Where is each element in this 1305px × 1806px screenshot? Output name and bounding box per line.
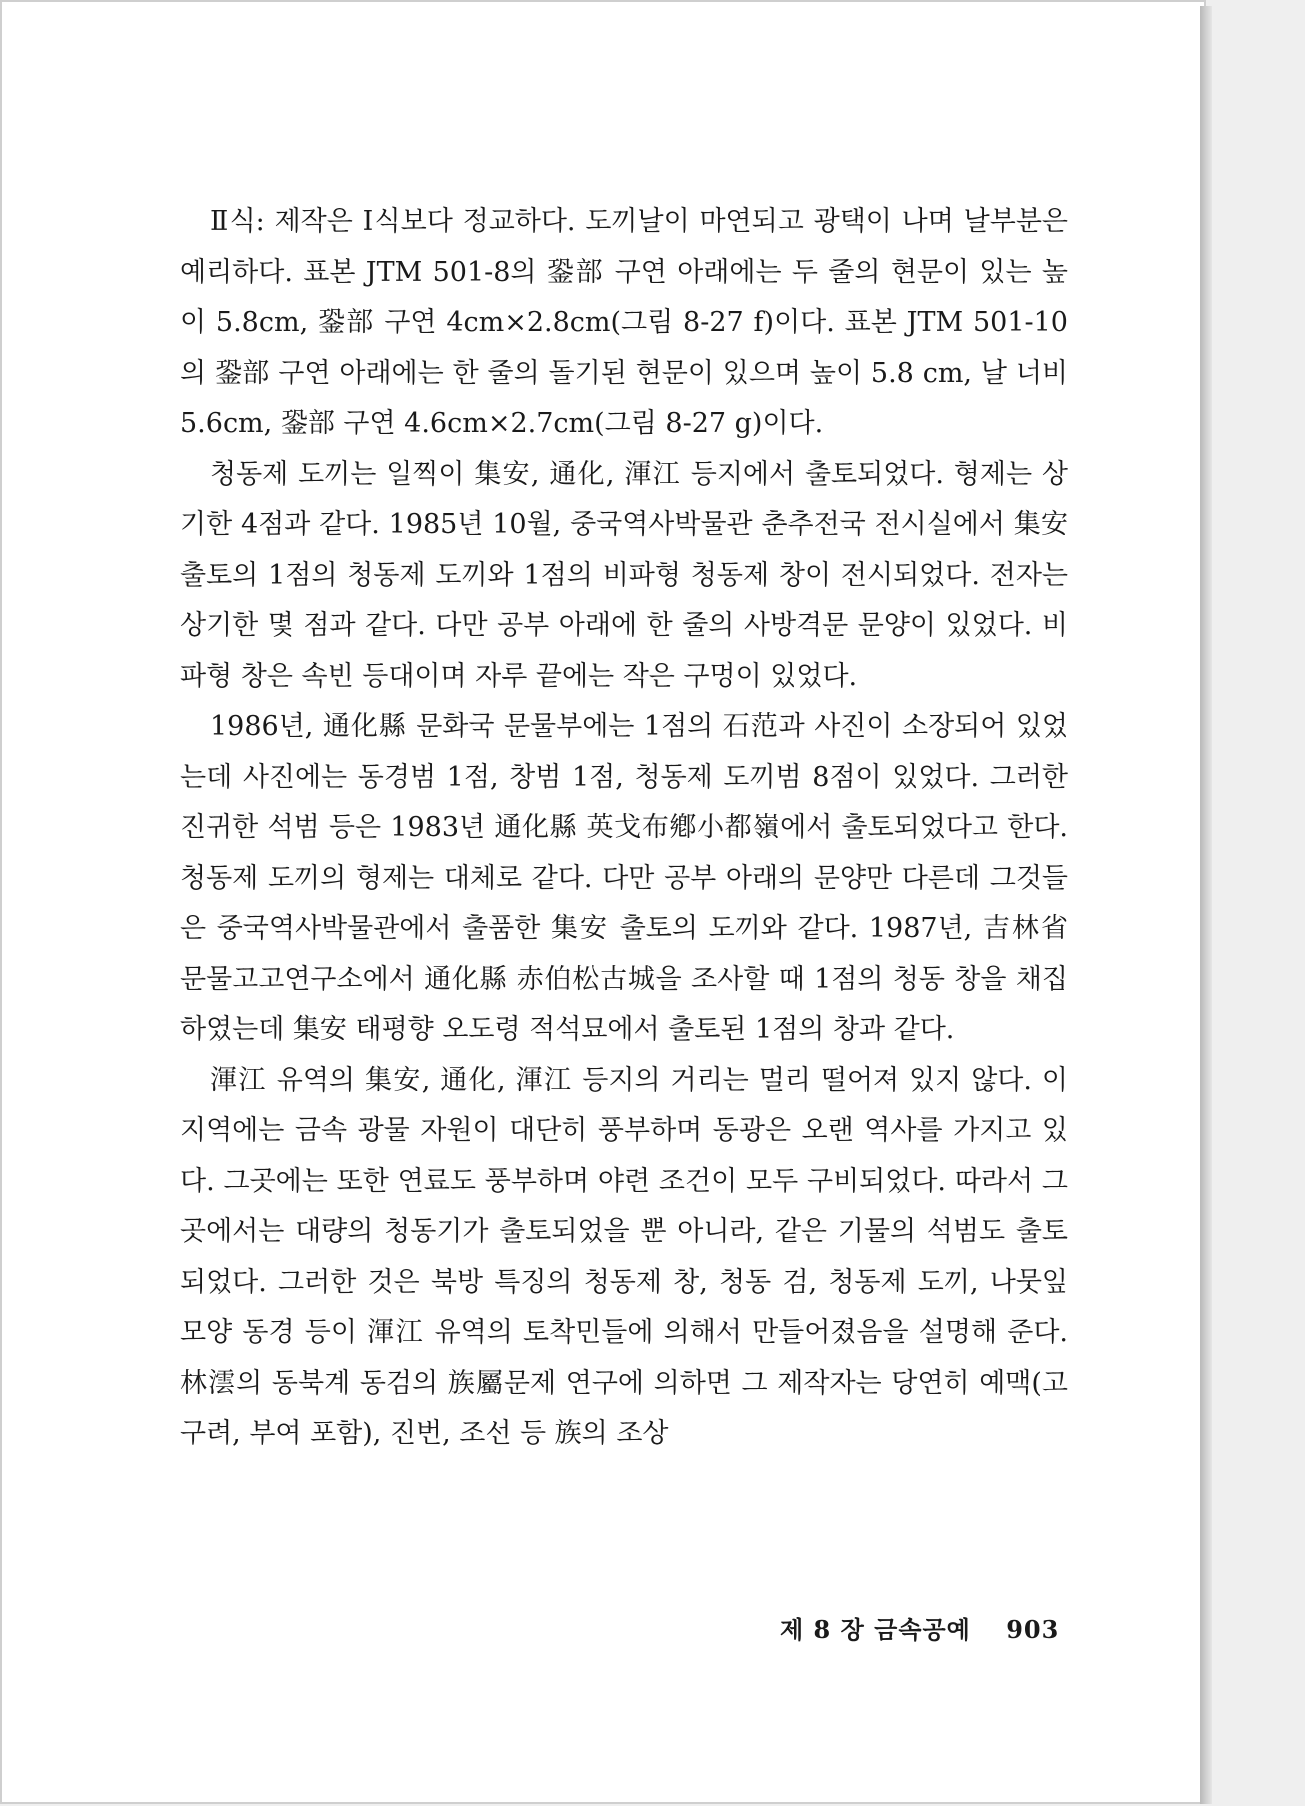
paragraph-4: 渾江 유역의 集安, 通化, 渾江 등지의 거리는 멀리 떨어져 있지 않다. 이 지역에는 금속 광물 자원이 대단히 풍부하며 동광은 오랜 역사를 가지고 있다. 그곳에는 또한 연료도 풍부하며 야련 조건이 모두 구비되었다. 따라서 그곳에서는 대량의 청동기가 출토되었을 뿐 아니라, 같은 기물의 석범도 출토되었다. 그러한 것은 북방 특징의 청동제 창, 청동 검, 청동제 도끼, 나뭇잎 모양 동경 등이 渾江 유역의 토착민들에 의해서 만들어졌음을 설명해 준다. 林澐의 동북계 동검의 族屬문제 연구에 의하면 그 제작자는 당연히 예맥(고구려, 부여 포함), 진번, 조선 등 族의 조상 [180, 1064, 1068, 1449]
paragraph-2: 청동제 도끼는 일찍이 集安, 通化, 渾江 등지에서 출토되었다. 형제는 상기한 4점과 같다. 1985년 10월, 중국역사박물관 춘추전국 전시실에서 集安 출토의 1점의 청동제 도끼와 1점의 비파형 청동제 창이 전시되었다. 전자는 상기한 몇 점과 같다. 다만 공부 아래에 한 줄의 사방격문 문양이 있었다. 비파형 창은 속빈 등대이며 자루 끝에는 작은 구멍이 있었다. [180, 458, 1068, 692]
paragraph-1: Ⅱ식: 제작은 Ⅰ식보다 정교하다. 도끼날이 마연되고 광택이 나며 날부분은 예리하다. 표본 JTM 501-8의 銎部 구연 아래에는 두 줄의 현문이 있는 높이 5.8cm, 銎部 구연 4cm×2.8cm(그림 8-27 f)이다. 표본 JTM 501-10의 銎部 구연 아래에는 한 줄의 돌기된 현문이 있으며 높이 5.8 cm, 날 너비 5.6cm, 銎部 구연 4.6cm×2.7cm(그림 8-27 g)이다. [180, 206, 1068, 439]
chapter-title: 제 8 장 금속공예 [780, 1615, 971, 1644]
page-edge-shadow [1200, 6, 1212, 1804]
paragraph-3: 1986년, 通化縣 문화국 문물부에는 1점의 石范과 사진이 소장되어 있었는데 사진에는 동경범 1점, 창범 1점, 청동제 도끼범 8점이 있었다. 그러한 진귀한 석범 등은 1983년 通化縣 英戈布鄕小都嶺에서 출토되었다고 한다. 청동제 도끼의 형제는 대체로 같다. 다만 공부 아래의 문양만 다른데 그것들은 중국역사박물관에서 출품한 集安 출토의 도끼와 같다. 1987년, 吉林省문물고고연구소에서 通化縣 赤伯松古城을 조사할 때 1점의 청동 창을 채집하였는데 集安 태평향 오도령 적석묘에서 출토된 1점의 창과 같다. [180, 711, 1068, 1045]
page-footer [780, 1610, 1059, 1645]
body-text [180, 197, 1068, 1460]
page-number: 903 [1006, 1615, 1060, 1644]
